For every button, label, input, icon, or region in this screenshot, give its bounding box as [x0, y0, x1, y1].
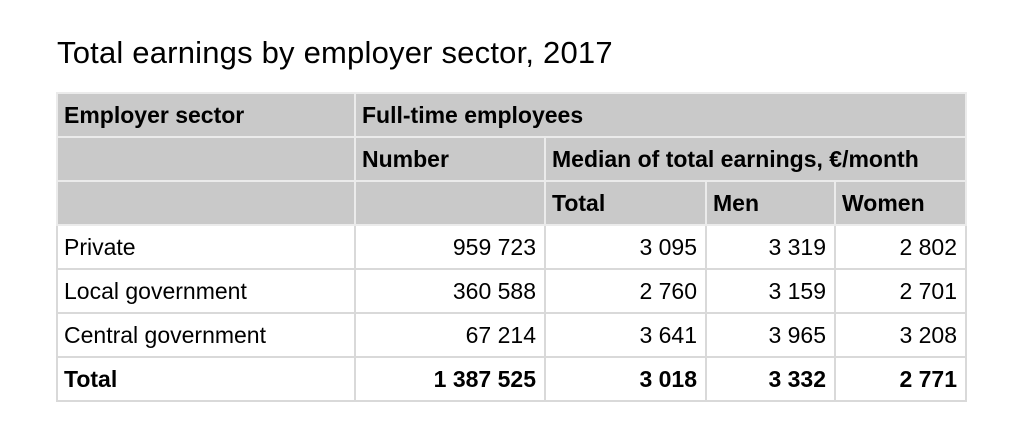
header-row-3	[57, 181, 966, 225]
cell-women: 2 802	[835, 225, 966, 269]
cell-sector: Private	[57, 225, 355, 269]
cell-total: 2 760	[545, 269, 706, 313]
header-spacer	[57, 137, 355, 181]
table-row-central-government	[57, 313, 966, 357]
cell-total: 3 641	[545, 313, 706, 357]
cell-men: 3 319	[706, 225, 835, 269]
header-spacer	[57, 181, 355, 225]
cell-men: 3 965	[706, 313, 835, 357]
earnings-table	[56, 92, 967, 402]
page-title: Total earnings by employer sector, 2017	[57, 35, 613, 70]
cell-sector: Total	[57, 357, 355, 401]
cell-sector: Local government	[57, 269, 355, 313]
table-header	[57, 93, 966, 225]
table-row-total	[57, 357, 966, 401]
cell-women: 2 701	[835, 269, 966, 313]
cell-number: 360 588	[355, 269, 545, 313]
cell-men: 3 332	[706, 357, 835, 401]
header-full-time-employees: Full-time employees	[355, 93, 966, 137]
cell-total: 3 018	[545, 357, 706, 401]
cell-number: 959 723	[355, 225, 545, 269]
header-men: Men	[706, 181, 835, 225]
header-spacer	[355, 181, 545, 225]
cell-total: 3 095	[545, 225, 706, 269]
table-row-local-government	[57, 269, 966, 313]
table-body	[57, 225, 966, 401]
table-row-private	[57, 225, 966, 269]
header-number: Number	[355, 137, 545, 181]
cell-women: 2 771	[835, 357, 966, 401]
cell-sector: Central government	[57, 313, 355, 357]
header-median-earnings: Median of total earnings, €/month	[545, 137, 966, 181]
cell-men: 3 159	[706, 269, 835, 313]
header-row-2	[57, 137, 966, 181]
header-total: Total	[545, 181, 706, 225]
cell-women: 3 208	[835, 313, 966, 357]
header-women: Women	[835, 181, 966, 225]
cell-number: 1 387 525	[355, 357, 545, 401]
header-employer-sector: Employer sector	[57, 93, 355, 137]
cell-number: 67 214	[355, 313, 545, 357]
header-row-1	[57, 93, 966, 137]
